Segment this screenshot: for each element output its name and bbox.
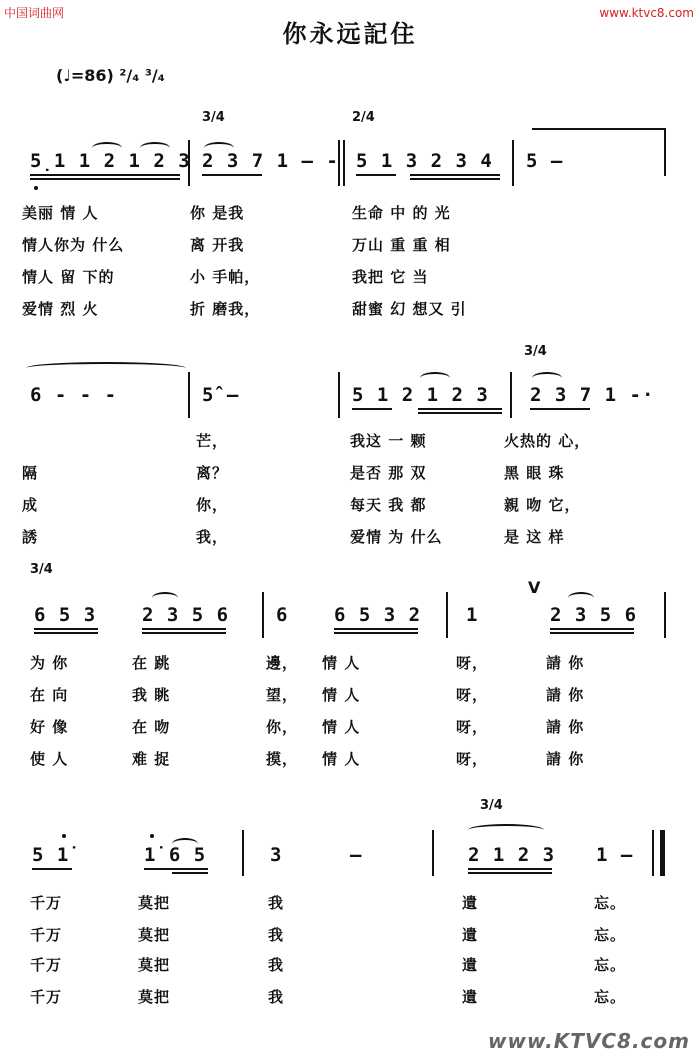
- measure-notes: 6 - - -: [30, 384, 118, 406]
- lyric-line: 隔: [22, 464, 39, 482]
- lyric-line: 忘。: [594, 956, 627, 974]
- lyric-line: 我: [268, 956, 285, 974]
- lyric-line: 好 像: [30, 718, 69, 736]
- measure-notes: 5 1̇: [32, 844, 70, 866]
- lyric-line: 忘。: [594, 988, 627, 1006]
- underline-beam: [334, 628, 418, 630]
- underline-beam: [144, 868, 208, 870]
- measure-notes: 6: [276, 604, 289, 626]
- measure-notes: 2 3 5 6: [550, 604, 638, 626]
- tie-slur: [568, 592, 594, 604]
- lyric-line: 火热的 心，: [504, 432, 591, 450]
- octave-dot: [150, 834, 154, 838]
- lyric-line: 千万: [30, 956, 63, 974]
- lyric-line: 摸，: [266, 750, 299, 768]
- lyric-line: 每天 我 都: [350, 496, 427, 514]
- tie-slur: [532, 372, 562, 384]
- underline-beam: [550, 632, 634, 634]
- final-barline: [660, 830, 665, 876]
- lyric-line: 你 是我: [190, 204, 245, 222]
- lyric-line: 芒，: [196, 432, 229, 450]
- breath-mark: V: [528, 578, 541, 597]
- underline-beam: [142, 632, 226, 634]
- lyric-line: 情 人: [322, 718, 361, 736]
- watermark-site-cn: 中国词曲网: [4, 6, 65, 20]
- underline-beam: [468, 868, 552, 870]
- tie-slur: [420, 372, 450, 384]
- measure-notes: —: [350, 844, 363, 866]
- lyric-line: 千万: [30, 894, 63, 912]
- lyric-line: 小 手帕，: [190, 268, 261, 286]
- underline-beam: [30, 174, 180, 176]
- barline: [652, 830, 654, 876]
- barline: [510, 372, 512, 418]
- lyric-line: 遺: [462, 988, 479, 1006]
- volta-bracket: [532, 128, 666, 130]
- barline: [188, 372, 190, 418]
- lyric-line: 我这 一 颗: [350, 432, 427, 450]
- barline: [262, 592, 264, 638]
- watermark-logo: www.KTVC8.com: [488, 1029, 690, 1053]
- lyric-line: 你，: [196, 496, 229, 514]
- lyric-line: 莫把: [138, 926, 171, 944]
- underline-beam: [34, 628, 98, 630]
- underline-beam: [356, 174, 396, 176]
- tie-slur: [26, 362, 186, 374]
- lyric-line: 莫把: [138, 956, 171, 974]
- lyric-line: 呀，: [456, 750, 489, 768]
- underline-beam: [352, 408, 392, 410]
- lyric-line: 我: [268, 926, 285, 944]
- lyric-line: 我: [268, 894, 285, 912]
- tie-slur: [152, 592, 178, 604]
- lyric-line: 邊，: [266, 654, 299, 672]
- measure-notes: 2 1 2 3: [468, 844, 556, 866]
- lyric-line: 忘。: [594, 926, 627, 944]
- tie-slur: [468, 824, 544, 836]
- octave-dot: [34, 186, 38, 190]
- underline-beam: [550, 628, 634, 630]
- lyric-line: 遺: [462, 926, 479, 944]
- barline: [446, 592, 448, 638]
- measure-notes: 1: [466, 604, 479, 626]
- octave-dot: [62, 834, 66, 838]
- lyric-line: 在 吻: [132, 718, 171, 736]
- barline: [664, 130, 666, 176]
- song-title: 你永远記住: [282, 20, 418, 48]
- underline-beam: [30, 178, 180, 180]
- lyric-line: 难 捉: [132, 750, 171, 768]
- measure-notes: 6 5 3: [34, 604, 97, 626]
- lyric-line: 忘。: [594, 894, 627, 912]
- lyric-line: 我，: [196, 528, 229, 546]
- underline-beam: [334, 632, 418, 634]
- underline-beam: [418, 408, 502, 410]
- lyric-line: 遺: [462, 894, 479, 912]
- underline-beam: [418, 412, 502, 414]
- lyric-line: 离？: [196, 464, 229, 482]
- measure-notes: 1̇ 6 5: [144, 844, 207, 866]
- measure-notes: 5̣1 1 2 1 2 3: [30, 150, 191, 172]
- lyric-line: 請 你: [546, 654, 585, 672]
- lyric-line: 請 你: [546, 686, 585, 704]
- barline: [338, 372, 340, 418]
- lyric-line: 誘: [22, 528, 39, 546]
- measure-notes: 6 5 3 2: [334, 604, 422, 626]
- lyric-line: 是否 那 双: [350, 464, 427, 482]
- underline-beam: [410, 174, 500, 176]
- lyric-line: 爱情 烈 火: [22, 300, 99, 318]
- underline-beam: [34, 632, 98, 634]
- lyric-line: 你，: [266, 718, 299, 736]
- lyric-line: 我 眺: [132, 686, 171, 704]
- lyric-line: 黑 眼 珠: [504, 464, 565, 482]
- underline-beam: [172, 872, 208, 874]
- lyric-line: 情 人: [322, 750, 361, 768]
- time-signature: 2/4: [352, 110, 375, 125]
- measure-notes: 1 —: [596, 844, 634, 866]
- lyric-line: 离 开我: [190, 236, 245, 254]
- lyric-line: 呀，: [456, 654, 489, 672]
- lyric-line: 甜蜜 幻 想又 引: [352, 300, 467, 318]
- measure-notes: 2 3 5 6: [142, 604, 230, 626]
- measure-notes: 5 1 3 2 3 4: [356, 150, 493, 172]
- lyric-line: 生命 中 的 光: [352, 204, 451, 222]
- underline-beam: [468, 872, 552, 874]
- lyric-line: 我: [268, 988, 285, 1006]
- lyric-line: 使 人: [30, 750, 69, 768]
- lyric-line: 情人你为 什么: [22, 236, 125, 254]
- lyric-line: 望，: [266, 686, 299, 704]
- watermark-site-url: www.ktvc8.com: [599, 6, 694, 20]
- lyric-line: 美丽 情 人: [22, 204, 99, 222]
- tie-slur: [140, 142, 170, 154]
- lyric-line: 請 你: [546, 718, 585, 736]
- lyric-line: 莫把: [138, 988, 171, 1006]
- measure-notes: 2 3 7 1 — -: [202, 150, 339, 172]
- lyric-line: 情 人: [322, 686, 361, 704]
- lyric-line: 成: [22, 496, 39, 514]
- measure-notes: 5 —: [526, 150, 564, 172]
- lyric-line: 莫把: [138, 894, 171, 912]
- barline: [664, 592, 666, 638]
- lyric-line: 遺: [462, 956, 479, 974]
- lyric-line: 在 向: [30, 686, 69, 704]
- lyric-line: 万山 重 重 相: [352, 236, 451, 254]
- lyric-line: 親 吻 它，: [504, 496, 581, 514]
- lyric-line: 情 人: [322, 654, 361, 672]
- underline-beam: [142, 628, 226, 630]
- time-signature: 3/4: [524, 344, 547, 359]
- lyric-line: 請 你: [546, 750, 585, 768]
- tie-slur: [204, 142, 234, 154]
- barline: [343, 140, 345, 186]
- lyric-line: 呀，: [456, 718, 489, 736]
- time-signature: 3/4: [480, 798, 503, 813]
- lyric-line: 为 你: [30, 654, 69, 672]
- lyric-line: 我把 它 当: [352, 268, 429, 286]
- measure-notes: 2 3 7 1 -·: [530, 384, 655, 406]
- lyric-line: 情人 留 下的: [22, 268, 115, 286]
- lyric-line: 千万: [30, 926, 63, 944]
- underline-beam: [530, 408, 590, 410]
- underline-beam: [202, 174, 262, 176]
- tempo-marking: (♩=86) ²/₄ ³/₄: [56, 66, 165, 85]
- barline: [432, 830, 434, 876]
- measure-notes: 3: [270, 844, 283, 866]
- time-signature: 3/4: [30, 562, 53, 577]
- lyric-line: 千万: [30, 988, 63, 1006]
- lyric-line: 爱情 为 什么: [350, 528, 443, 546]
- lyric-line: 呀，: [456, 686, 489, 704]
- measure-notes: 5̂ —: [202, 384, 240, 406]
- tie-slur: [92, 142, 122, 154]
- underline-beam: [32, 868, 72, 870]
- lyric-line: 折 磨我，: [190, 300, 261, 318]
- lyric-line: 是 这 样: [504, 528, 565, 546]
- lyric-line: 在 跳: [132, 654, 171, 672]
- barline: [512, 140, 514, 186]
- underline-beam: [410, 178, 500, 180]
- measure-notes: 5 1 2 1 2 3: [352, 384, 489, 406]
- time-signature: 3/4: [202, 110, 225, 125]
- barline: [242, 830, 244, 876]
